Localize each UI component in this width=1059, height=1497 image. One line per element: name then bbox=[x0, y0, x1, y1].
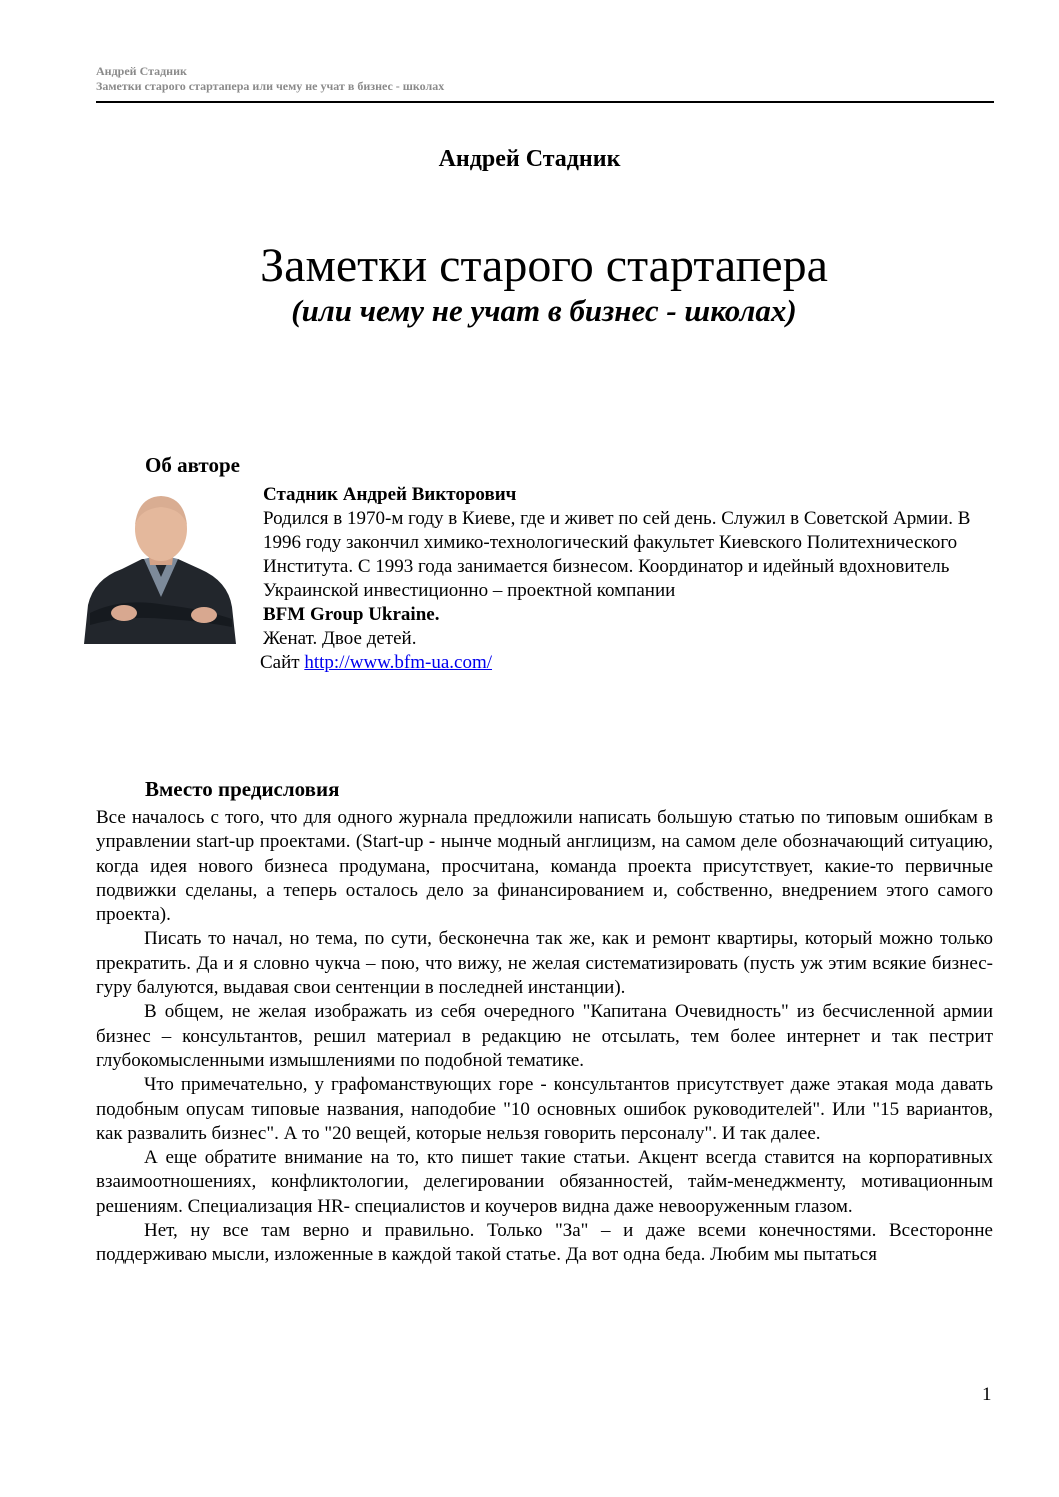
paragraph: Писать то начал, но тема, по сути, бесконечна так же, как и ремонт квартиры, который можно только прекратить. Да и я словно чукча – пою, что вижу, не желая систематизировать (пусть уж этим всякие бизнес-гуру балуются, выдавая свои сентенции в последней инстанции). bbox=[96, 928, 993, 999]
page-header bbox=[96, 64, 994, 103]
paragraph: Все началось с того, что для одного журнала предложили написать большую статью по типовым ошибкам в управлении start-up проектами. (Start-up - нынче модный англицизм, на самом деле обозначающий ситуацию, когда идея нового бизнеса продумана, просчитана, команда проекта присутствует, какие-то первичные подвижки сделаны, а теперь осталось дело за финансированием и, собственно, внедрением этого самого проекта). bbox=[96, 807, 993, 926]
author-family: Женат. Двое детей. bbox=[263, 628, 417, 649]
author-name: Андрей Стадник bbox=[438, 146, 621, 172]
preface-body bbox=[96, 806, 993, 1268]
paragraph: Что примечательно, у графоманствующих горе - консультантов присутствует даже этакая мода давать подобным опусам типовые названия, наподобие "10 основных ошибок руководителей". Или "15 вариантов, как развалить бизнес". А то "20 вещей, которые нельзя говорить персоналу". И так далее. bbox=[96, 1074, 993, 1144]
site-link[interactable]: http://www.bfm-ua.com/ bbox=[304, 652, 493, 673]
author-bio-text: Родился в 1970-м году в Киеве, где и живет по сей день. Служил в Советской Армии. В 1996 году закончил химико-технологический факультет Киевского Политехнического Института. С 1993 года занимается бизнесом. Координатор и идейный вдохновитель Украинской инвестиционно – проектной компании bbox=[263, 508, 971, 601]
preface-heading: Вместо предисловия bbox=[145, 777, 340, 801]
about-heading: Об авторе bbox=[145, 453, 240, 477]
author-photo bbox=[82, 487, 241, 644]
document-title: Заметки старого стартапера bbox=[260, 239, 828, 292]
site-label: Сайт bbox=[260, 652, 300, 673]
paragraph: Нет, ну все там верно и правильно. Только "За" – и даже всеми конечностями. Всесторонне поддерживаю мысли, изложенные в каждой такой статье. Да вот одна беда. Любим мы пытаться bbox=[96, 1220, 993, 1266]
paragraph: А еще обратите внимание на то, кто пишет такие статьи. Акцент всегда ставится на корпоративных взаимоотношениях, конфликтологии, делегировании обязанностей, тайм-менеджменту, мотивационным решениям. Специализация HR- специалистов и коучеров видна даже невооруженным глазом. bbox=[96, 1147, 993, 1217]
author-bio bbox=[260, 483, 1003, 675]
author-full-name: Стадник Андрей Викторович bbox=[263, 484, 517, 505]
author-site bbox=[260, 651, 1003, 675]
paragraph: В общем, не желая изображать из себя очередного "Капитана Очевидность" из бесчисленной армии бизнес – консультантов, решил материал в редакцию не отсылать, тем более интернет и так пестрит глубокомысленными измышлениями по подобной тематике. bbox=[96, 1001, 993, 1071]
header-title: Заметки старого стартапера или чему не учат в бизнес - школах bbox=[96, 79, 445, 93]
author-description bbox=[263, 507, 1003, 603]
header-author: Андрей Стадник bbox=[96, 64, 187, 78]
page-number: 1 bbox=[982, 1384, 992, 1405]
company-name: BFM Group Ukraine. bbox=[263, 604, 440, 625]
document-subtitle: (или чему не учат в бизнес - школах) bbox=[291, 293, 797, 328]
